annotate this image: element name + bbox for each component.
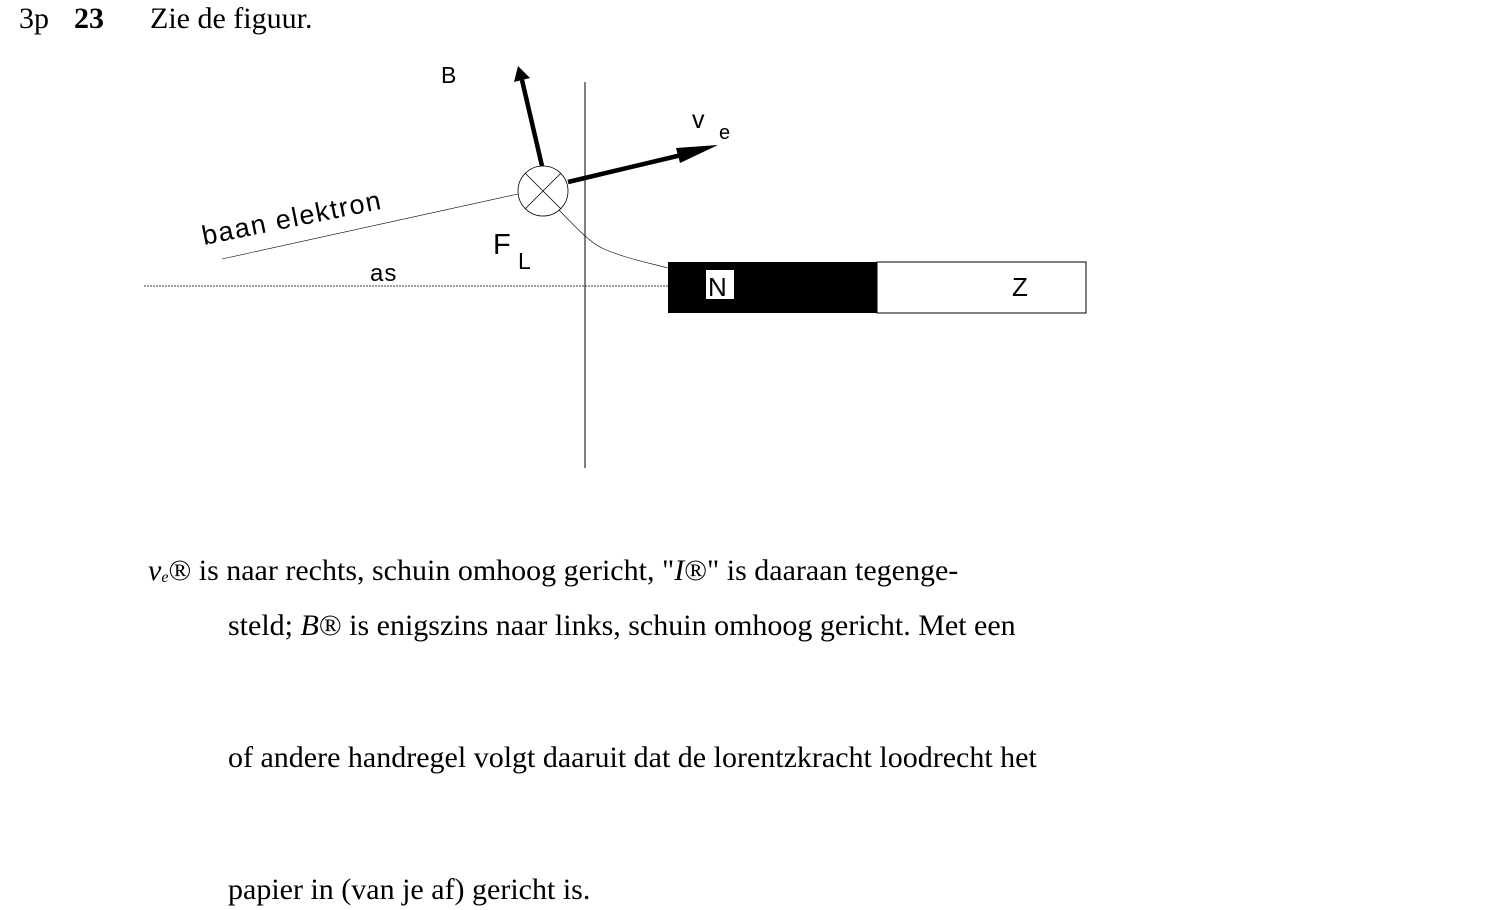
label-as: as [370, 260, 398, 287]
answer-line-3: of andere handregel volgt daaruit dat de lorentzkracht loodrecht het [228, 741, 1037, 774]
answer-line-2-part-2: ® is enigszins naar links, schuin omhoog gericht. Met een [318, 609, 1016, 642]
answer-line-2-part-1: steld; [228, 609, 301, 642]
answer-line-4: papier in (van je af) gericht is. [228, 873, 591, 906]
label-v-subscript: e [719, 122, 731, 144]
ve-vector-arrow [568, 145, 718, 182]
answer-v-symbol: v [148, 554, 162, 587]
label-f: F [493, 229, 511, 261]
question-number: 23 [74, 2, 104, 35]
into-page-circle-icon [518, 166, 568, 216]
answer-b-symbol: B [300, 609, 319, 642]
answer-line-1-part-2: ®" is daaraan tegenge- [684, 554, 959, 587]
magnet-south-half [877, 262, 1086, 313]
answer-i-symbol: I [674, 554, 685, 587]
field-curve [557, 208, 668, 268]
answer-line-1 [148, 556, 958, 586]
b-vector-arrow [514, 66, 542, 166]
bar-magnet [668, 262, 1086, 313]
answer-v-subscript: e [161, 569, 169, 586]
answer-line-2 [228, 611, 1016, 641]
label-f-subscript: L [518, 248, 531, 274]
label-b: B [441, 62, 457, 88]
magnet-south-label: Z [1012, 272, 1028, 302]
magnet-north-label: N [708, 272, 727, 302]
label-baan-elektron: baan elektron [199, 184, 385, 251]
question-instruction: Zie de figuur. [150, 2, 313, 35]
question-points: 3p [19, 2, 49, 35]
magnet-north-half [668, 262, 877, 313]
label-v: v [692, 106, 705, 134]
answer-line-1-part-1: ® is naar rechts, schuin omhoog gericht, " [168, 554, 675, 587]
